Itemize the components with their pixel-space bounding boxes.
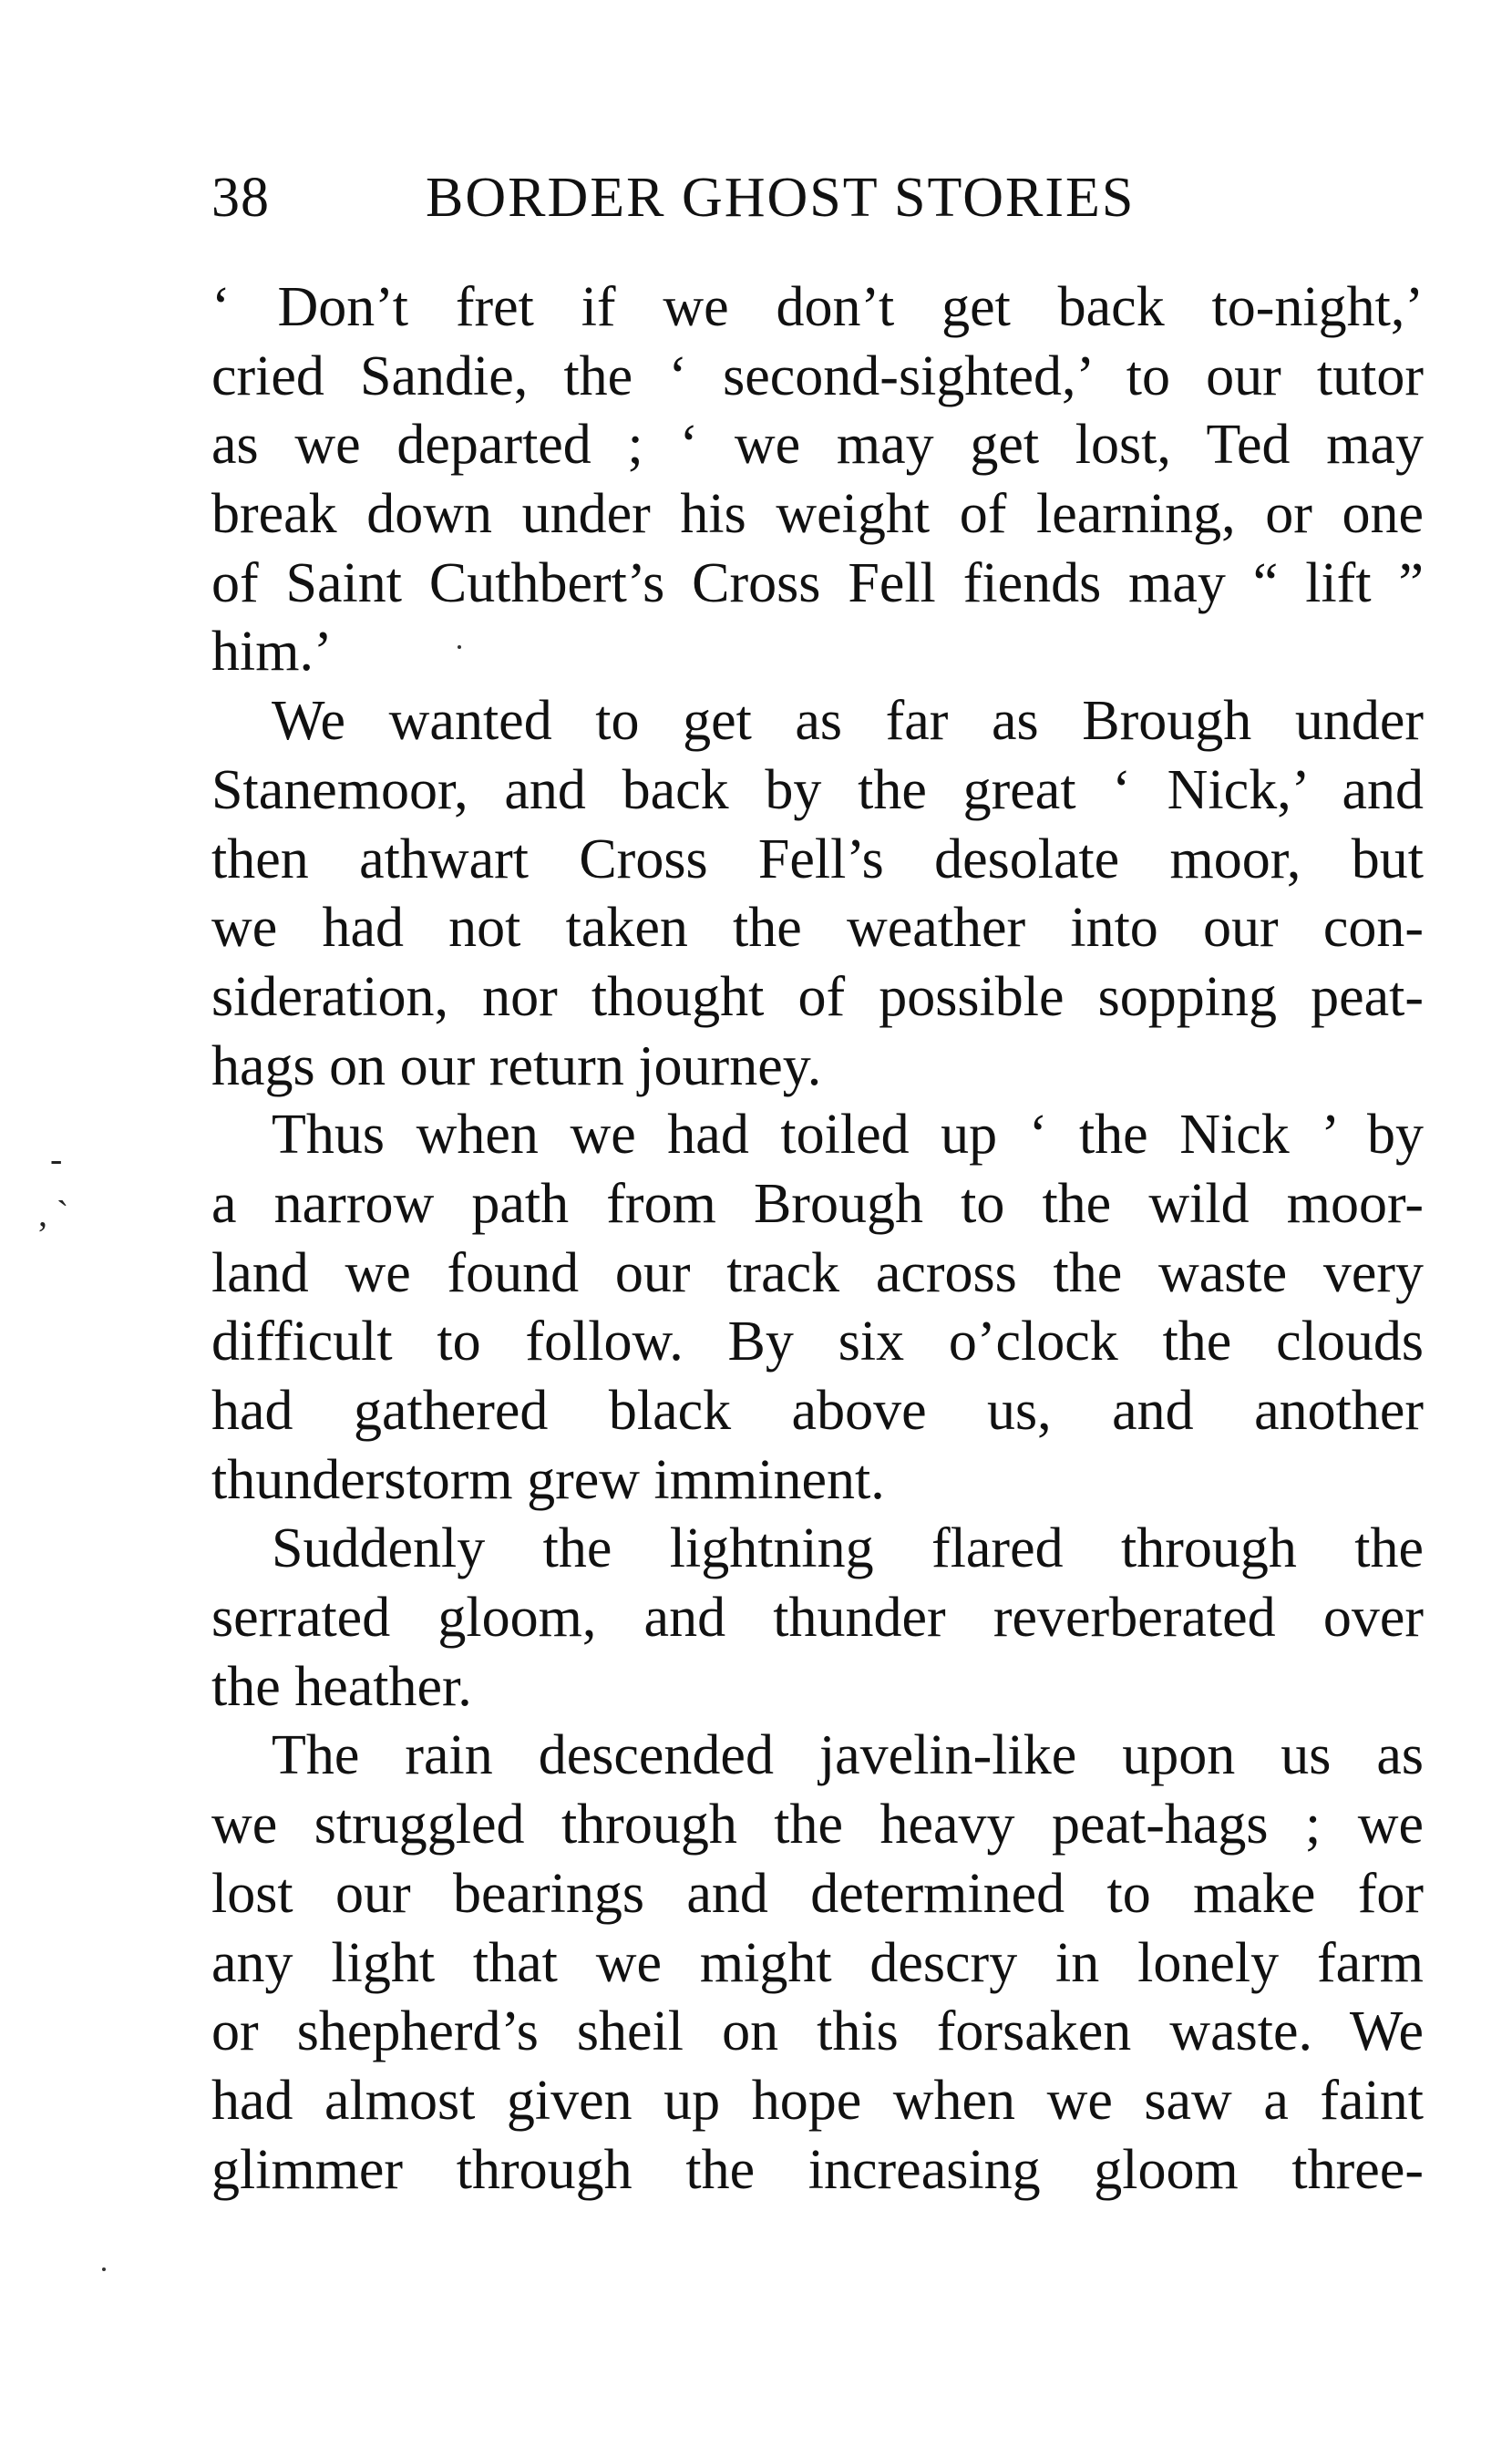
text-line: sideration, nor thought of possible sopping peat-: [211, 965, 1424, 1028]
text-line: of Saint Cuthbert’s Cross Fell fiends may “ lift ”: [211, 551, 1424, 614]
text-line: serrated gloom, and thunder reverberated over: [211, 1587, 1424, 1650]
text-line: ‘ Don’t fret if we don’t get back to-night,’: [211, 276, 1424, 338]
paragraph-4: [211, 1515, 1424, 1722]
paragraph-5: [211, 1722, 1424, 2205]
text-line: the heather.: [211, 1655, 472, 1718]
text-line: had almost given up hope when we saw a faint: [211, 2069, 1424, 2132]
text-line: Stanemoor, and back by the great ‘ Nick,’ and: [211, 758, 1424, 821]
text-line: as we departed ; ‘ we may get lost, Ted may: [211, 414, 1424, 477]
margin-mark-dash: -: [50, 1138, 63, 1179]
text-line: had gathered black above us, and another: [211, 1380, 1424, 1442]
text-line: We wanted to get as far as Brough under: [272, 690, 1424, 753]
paragraph-2: [211, 687, 1424, 1101]
text-line: cried Sandie, the ‘ second-sighted,’ to our tutor: [211, 344, 1424, 407]
text-line: a narrow path from Brough to the wild moor-: [211, 1172, 1424, 1235]
running-title: BORDER GHOST STORIES: [426, 167, 1136, 229]
text-line: him.’: [211, 621, 333, 684]
text-line: land we found our track across the waste very: [211, 1241, 1424, 1304]
text-line: or shepherd’s sheil on this forsaken waste. We: [211, 2000, 1424, 2063]
paragraph-3: [211, 1101, 1424, 1515]
paragraph-1: [211, 273, 1424, 687]
text-line: difficult to follow. By six o’clock the clouds: [211, 1311, 1424, 1373]
body-text: [211, 273, 1424, 2205]
text-line: hags on our return journey.: [211, 1034, 822, 1097]
text-line: we had not taken the weather into our con-: [211, 897, 1424, 960]
text-line: any light that we might descry in lonely farm: [211, 1931, 1424, 1994]
running-header: [211, 166, 1433, 239]
text-line: The rain descended javelin-like upon us as: [272, 1724, 1424, 1787]
text-line: lost our bearings and determined to make for: [211, 1862, 1424, 1925]
margin-mark-tick: , `: [38, 1193, 69, 1234]
print-speck: [102, 2267, 106, 2271]
text-line: Thus when we had toiled up ‘ the Nick ’ by: [272, 1104, 1424, 1167]
page-number: 38: [211, 167, 270, 229]
text-line: break down under his weight of learning, or one: [211, 483, 1424, 546]
text-line: we struggled through the heavy peat-hags ; we: [211, 1794, 1424, 1856]
text-line: glimmer through the increasing gloom three-: [211, 2138, 1424, 2201]
text-line: then athwart Cross Fell’s desolate moor, but: [211, 828, 1424, 890]
text-line: thunderstorm grew imminent.: [211, 1448, 885, 1511]
text-line: Suddenly the lightning flared through the: [272, 1517, 1424, 1580]
